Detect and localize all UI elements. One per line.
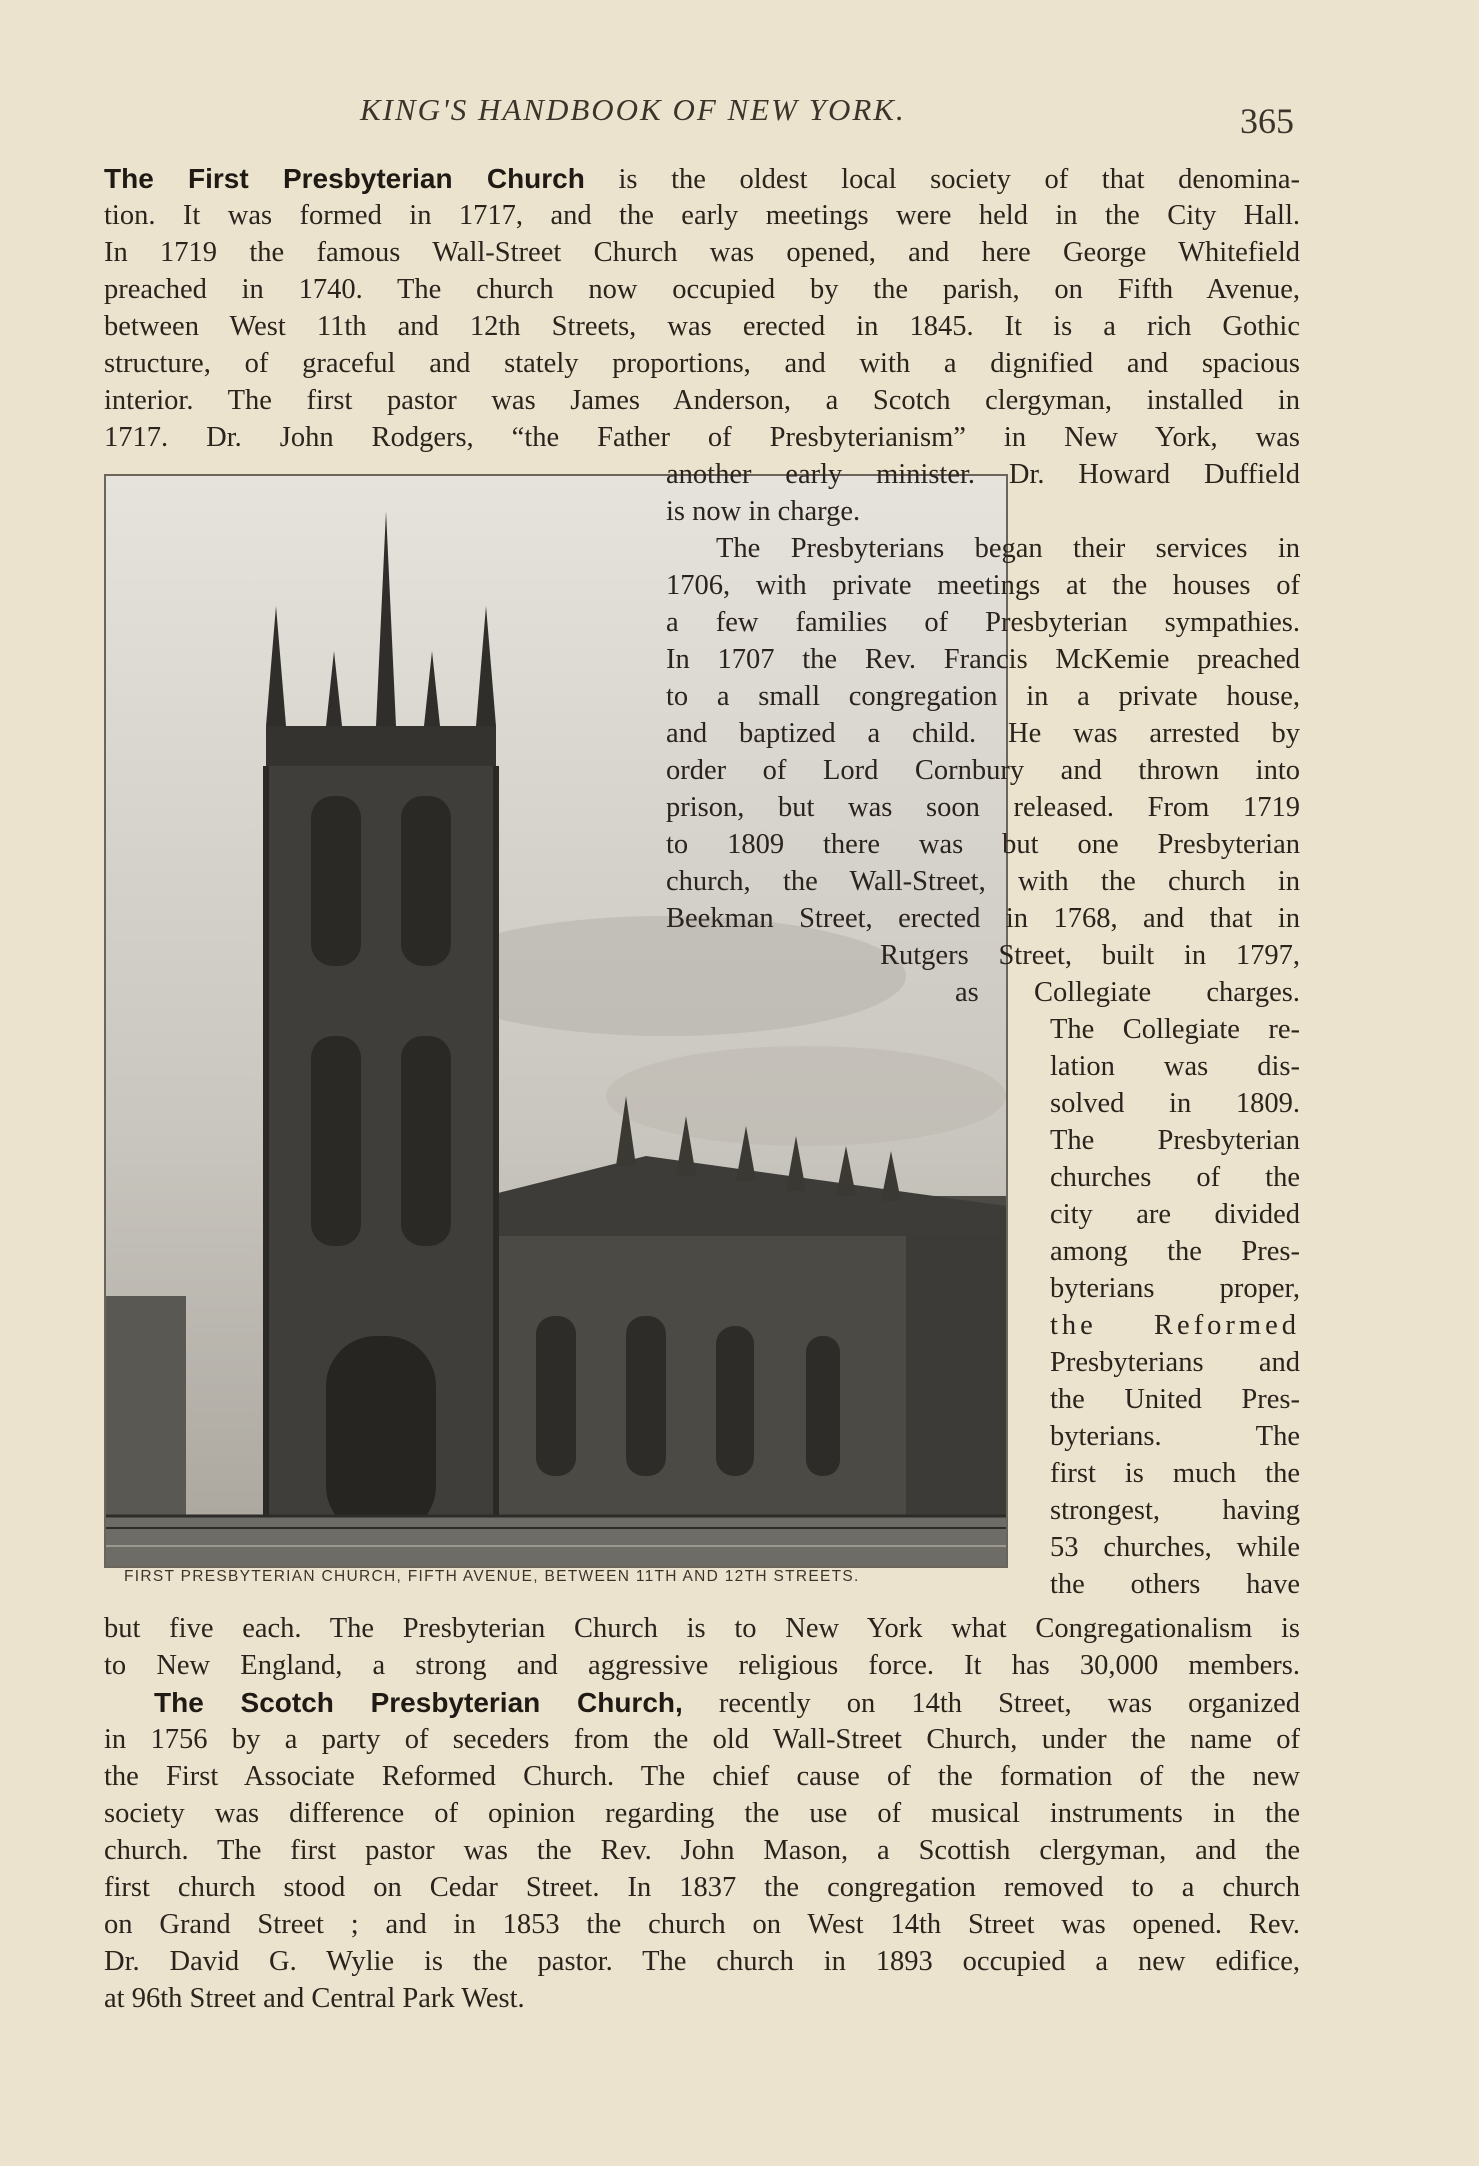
text-line: is now in charge. — [666, 496, 861, 527]
text-line: tion. It was formed in 1717, and the early meetings were held in the City Hall. — [104, 200, 1300, 231]
text-line: Dr. David G. Wylie is the pastor. The church in 1893 occupied a new edifice, — [104, 1946, 1300, 1977]
text-line: the others have — [1050, 1569, 1300, 1600]
text-line: on Grand Street ; and in 1853 the church on West 14th Street was opened. Rev. — [104, 1909, 1300, 1940]
text-line: among the Pres- — [1050, 1236, 1300, 1267]
running-title: KING'S HANDBOOK OF NEW YORK. — [360, 92, 906, 127]
text-line: Beekman Street, erected in 1768, and that in — [666, 903, 1300, 934]
text-line: Rutgers Street, built in 1797, — [880, 940, 1300, 971]
text-line: first is much the — [1050, 1458, 1300, 1489]
figure-caption: FIRST PRESBYTERIAN CHURCH, FIFTH AVENUE, BETWEEN 11TH AND 12TH STREETS. — [124, 1568, 860, 1585]
text-line: the Reformed — [1050, 1310, 1300, 1341]
text-line: church, the Wall-Street, with the church in — [666, 866, 1300, 897]
text-line: church. The first pastor was the Rev. John Mason, a Scottish clergyman, and the — [104, 1835, 1300, 1866]
text-line: structure, of graceful and stately proportions, and with a dignified and spacious — [104, 348, 1300, 379]
text-line: Presbyterians and — [1050, 1347, 1300, 1378]
text-line: 1717. Dr. John Rodgers, “the Father of Presbyterianism” in New York, was — [104, 422, 1300, 453]
text-line: the First Associate Reformed Church. The chief cause of the formation of the new — [104, 1761, 1300, 1792]
text-line: churches of the — [1050, 1162, 1300, 1193]
text-line: another early minister. Dr. Howard Duffield — [666, 459, 1300, 490]
text-line: 53 churches, while — [1050, 1532, 1300, 1563]
text-line: interior. The first pastor was James Anderson, a Scotch clergyman, installed in — [104, 385, 1300, 416]
text-line: The Scotch Presbyterian Church, recently on 14th Street, was organized — [154, 1687, 1301, 1719]
text-line: in 1756 by a party of seceders from the old Wall-Street Church, under the name of — [104, 1724, 1300, 1755]
section-heading-scotch-presbyterian: The Scotch Presbyterian Church, — [154, 1687, 683, 1718]
text-line: society was difference of opinion regarding the use of musical instruments in the — [104, 1798, 1300, 1829]
text-line: to 1809 there was but one Presbyterian — [666, 829, 1300, 860]
text-line: solved in 1809. — [1050, 1088, 1300, 1119]
text-line: In 1707 the Rev. Francis McKemie preached — [666, 644, 1300, 675]
text-line: and baptized a child. He was arrested by — [666, 718, 1300, 749]
text-line: The Collegiate re- — [1050, 1014, 1300, 1045]
page-number: 365 — [1240, 101, 1294, 141]
text-line: In 1719 the famous Wall-Street Church was opened, and here George Whitefield — [104, 237, 1300, 268]
text-line: between West 11th and 12th Streets, was erected in 1845. It is a rich Gothic — [104, 311, 1300, 342]
text-line: lation was dis- — [1050, 1051, 1300, 1082]
text-line: order of Lord Cornbury and thrown into — [666, 755, 1300, 786]
text-line: the United Pres- — [1050, 1384, 1300, 1415]
text-line: byterians proper, — [1050, 1273, 1300, 1304]
text-line: at 96th Street and Central Park West. — [104, 1983, 525, 2014]
text-line: The First Presbyterian Church is the oldest local society of that denomina- — [104, 163, 1301, 195]
text-line: to a small congregation in a private house, — [666, 681, 1300, 712]
text-line: The Presbyterian — [1050, 1125, 1300, 1156]
section-heading-first-presbyterian: The First Presbyterian Church — [104, 163, 585, 194]
text-line: prison, but was soon released. From 1719 — [666, 792, 1300, 823]
text-line: byterians. The — [1050, 1421, 1300, 1452]
text-line: but five each. The Presbyterian Church is to New York what Congregationalism is — [104, 1613, 1300, 1644]
text-line: The Presbyterians began their services in — [716, 533, 1300, 564]
text-line: to New England, a strong and aggressive religious force. It has 30,000 members. — [104, 1650, 1300, 1681]
text-line: 1706, with private meetings at the houses of — [666, 570, 1300, 601]
text-line: strongest, having — [1050, 1495, 1300, 1526]
text-line: preached in 1740. The church now occupied by the parish, on Fifth Avenue, — [104, 274, 1300, 305]
text-line: as Collegiate charges. — [955, 977, 1300, 1008]
text-line: a few families of Presbyterian sympathies. — [666, 607, 1300, 638]
text-line: city are divided — [1050, 1199, 1300, 1230]
text-line: first church stood on Cedar Street. In 1837 the congregation removed to a church — [104, 1872, 1300, 1903]
